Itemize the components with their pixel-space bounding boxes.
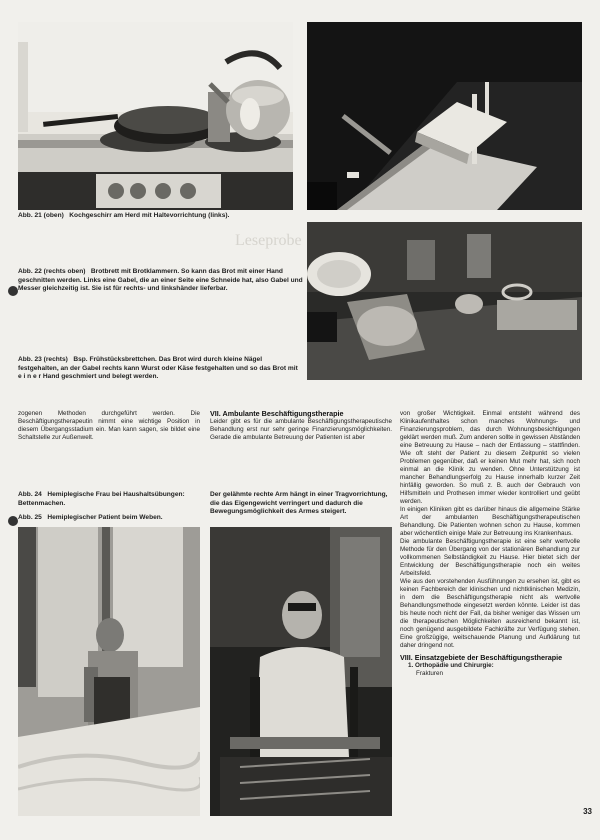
right-paragraph-4: Wie aus den vorstehenden Ausführungen zu ersehen ist, gibt es keinen Fachbereich der klinischen und nichtklinischen Medizin, in dem die Beschäftigungstherapie nicht als wertvolle Behandlungsmethode eingesetzt werden könnte. Leider ist das bis heute noch nicht der Fall, da bisher weniger das Wissen um die therapeutischen Möglichkeiten ausreichend bekannt ist, noch genügend ausgebildete Fachkräfte zur Verfügung stehen. Eine großzügige, weitschauende Planung und Aufklärung tut daher dringend not. [400,578,580,649]
caption-abb24-text: Hemiplegische Frau bei Haushaltsübungen: Bettenmachen. [18,491,185,507]
left-column-paragraph: zogenen Methoden durchgeführt werden. Die Beschäftigungstherapeutin nimmt eine wichtige Position in diesem Übergangsstadium ein. Man kann sagen, sie bildet eine Schaltstelle zur Außenwelt. [18,410,200,441]
right-paragraph-2: In einigen Kliniken gibt es darüber hinaus die allgemeine Stärke Art der ambulanten Beschäftigungstherapeutischen Behandlung. Die Patienten wohnen schon zu Hause, kommen aber wöchentlich einige Male zur Betreuung ins Krankenhaus. [400,506,580,537]
caption-abb22-text: Brotbrett mit Brotklammern. So kann das Brot mit einer Hand geschnitten werden. Links eine Gabel, die an einer Seite eine Schneide hat, also Gabel und Messer gleichzeitig ist. Sie ist für rechts- und linkshänder lieferbar. [18,268,303,293]
left-column-text [18,410,200,442]
caption-abb22 [18,268,303,294]
caption-abb22-label: Abb. 22 (rechts oben) [18,268,86,275]
photo-patient-weaving [210,527,392,816]
photo-woman-making-bed [18,527,200,816]
list-item-orthopaedie: 1. Orthopädie und Chirurgie: [408,662,494,670]
caption-abb25-label: Abb. 25 [18,514,42,521]
caption-abb24-label: Abb. 24 [18,491,42,498]
section-heading-vii: VII. Ambulante Beschäftigungstherapie [210,409,344,418]
right-paragraph-3: Die ambulante Beschäftigungstherapie ist eine sehr wertvolle Methode für den Übergang von der stationären Behandlung zur vollkommenen Selbständigkeit zu Hause. Hier bietet sich der Entwicklung der Beschäftigungstherapie noch ein weites Arbeitsfeld. [400,538,580,577]
section-heading-viii: VIII. Einsatzgebiete der Beschäftigungstherapie [400,653,563,662]
caption-abb21-label: Abb. 21 (oben) [18,212,64,219]
caption-abb23 [18,356,303,382]
photo-breakfast-boards [307,222,582,380]
watermark: Leseprobe [235,232,302,249]
caption-abb24 [18,491,203,508]
list-item-frakturen: Frakturen [416,670,443,678]
middle-column-paragraph: Leider gibt es für die ambulante Beschäftigungstherapeutische Behandlung erst nur sehr geringe Finanzierungsmöglichkeiten. Gerade die ambulante Betreuung der Patienten ist aber [210,418,392,442]
caption-abb25-text: Hemiplegischer Patient beim Weben. [47,514,163,521]
caption-abb26-text: Der gelähmte rechte Arm hängt in einer Tragvorrichtung, die das Eigengewicht verringert und dadurch die Bewegungsmöglichkeit des Armes steigert. [210,491,388,516]
binder-hole-top [8,286,18,296]
caption-abb23-label: Abb. 23 (rechts) [18,356,68,363]
caption-abb26 [210,491,395,517]
caption-abb25 [18,514,203,523]
binder-hole-bottom [8,516,18,526]
photo-bread-board [307,22,582,210]
right-paragraph-1: von großer Wichtigkeit. Einmal entsteht während des Klinikaufenthaltes schon manches Wohnungs- und Finanzierungsproblem, das durch Wohnungsbesichtigungen geklärt werden muß. Zum anderen sollte in gewissen Abständen eine Betreuung zu Hause – nach der Entlassung – stattfinden. Wie oft steht der Patient zu diesem Zeitpunkt so vielen Problemen gegenüber, daß er keinen Mut mehr hat, sich noch einmal an die Klinik zu wenden. Ohne Unterstützung ist mancher Behandlungserfolg zu Hause innerhalb kurzer Zeit hinfällig geworden. So muß z. B. auch der Gebrauch von Hilfsmitteln und Prothesen immer wieder kontrolliert und geübt werden. [400,410,580,505]
caption-abb21 [18,212,298,221]
middle-column-text [210,410,392,442]
caption-abb23-text: Bsp. Frühstücksbrettchen. Das Brot wird durch kleine Nägel festgehalten, an der Gabel rechts kann Wurst oder Käse festgehalten und so das Brot mit e i n e r Hand geschmiert und belegt werden. [18,356,298,381]
right-column-text [400,410,580,678]
photo-stove-pan-kettle [18,22,293,210]
caption-abb21-text: Kochgeschirr am Herd mit Haltevorrichtung (links). [69,212,230,219]
page-number: 33 [583,807,592,816]
